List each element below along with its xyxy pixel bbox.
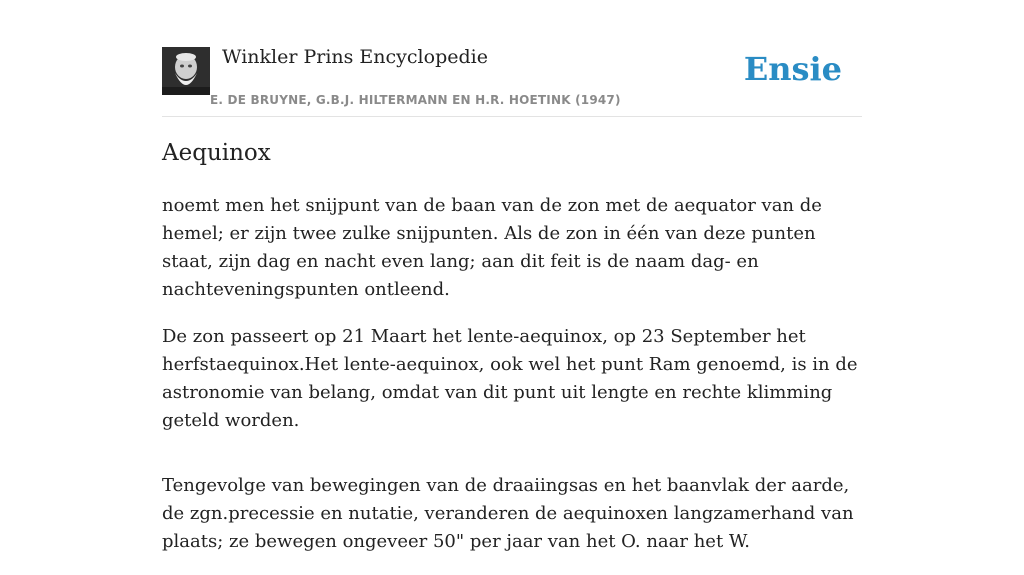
- brand-logo[interactable]: Ensie: [743, 50, 842, 88]
- article-body: [162, 192, 862, 575]
- site-title[interactable]: Winkler Prins Encyclopedie: [222, 46, 488, 68]
- article-title: Aequinox: [162, 140, 271, 166]
- authors-credit: E. DE BRUYNE, G.B.J. HILTERMANN EN H.R. HOETINK (1947): [210, 93, 621, 107]
- author-avatar: [162, 47, 210, 95]
- article-paragraph: Tengevolge van bewegingen van de draaiingsas en het baanvlak der aarde, de zgn.precessie en nutatie, veranderen de aequinoxen langzamerhand van plaats; ze bewegen ongeveer 50" per jaar van het O. naar het W.: [162, 475, 854, 552]
- portrait-image: [162, 47, 210, 95]
- article-paragraph: noemt men het snijpunt van de baan van de zon met de aequator van de hemel; er zijn twee zulke snijpunten. Als de zon in één van deze punten staat, zijn dag en nacht even lang; aan dit feit is de naam dag- en nachteveningspunten ontleend.: [162, 195, 822, 300]
- site-header: [162, 0, 862, 117]
- article-paragraph: De zon passeert op 21 Maart het lente-aequinox, op 23 September het herfstaequinox.Het lente-aequinox, ook wel het punt Ram genoemd, is in de astronomie van belang, omdat van dit punt uit lengte en rechte klimming geteld worden.: [162, 326, 858, 431]
- page: [162, 0, 862, 552]
